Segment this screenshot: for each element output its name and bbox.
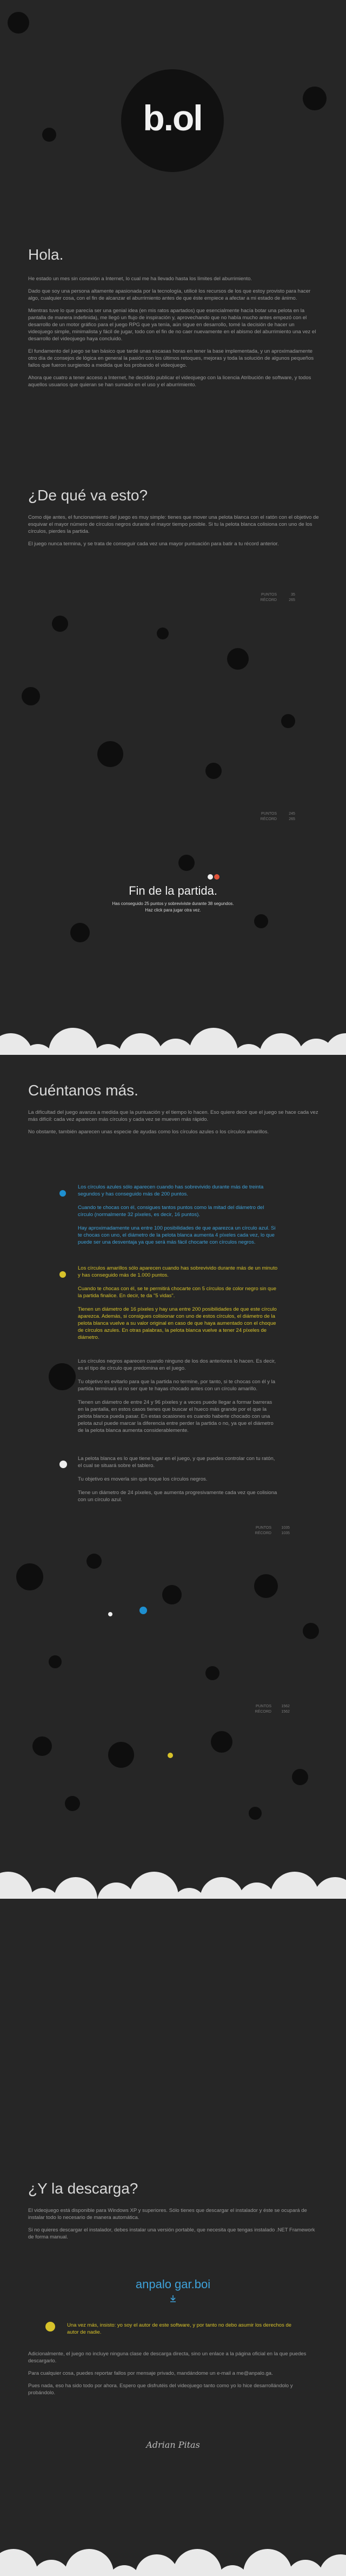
- section-title: Hola.: [28, 246, 64, 263]
- legend-text: Cuando te chocas con él, consigues tantos puntos como la mitad del diámetro del círculo (normalmente 32 píxeles, es decir, 16 puntos).: [78, 1205, 264, 1218]
- bg-circle: [8, 12, 29, 34]
- paragraph: El juego nunca termina, y se trata de conseguir cada vez una mayor puntuación para batir a tu récord anterior.: [28, 541, 279, 547]
- paragraph: Mientras tuve lo que parecía ser una genial idea (en mis ratos apartados) que esencialmente hacía botar una pelota en la pantalla de manera indefinida), me llegó un flujo de inspiración y, aprovechando que no había mucho antes empezó con el desarrollo de un motor gráfico para el juego RPG que ya tenía, aún sigue en desarrollo, tomé la decisión de hacer un videojuego simple, minimalista y fácil de jugar, todo con el fin de no caer nuevamente en el abismo del aburrimiento una vez el desarrollo del videojuego haya concluido.: [28, 308, 316, 342]
- yellow-circle: [168, 1753, 173, 1758]
- logo-text: b.ol: [143, 98, 202, 138]
- black-circle: [22, 687, 40, 705]
- legend-text: Los círculos amarillos sólo aparecen cuando has sobrevivido durante más de un minuto y has conseguido más de 1.000 puntos.: [78, 1265, 278, 1278]
- black-circle: [249, 1807, 262, 1820]
- footer-text: [28, 2350, 320, 2402]
- white-ball-icon: [59, 1461, 67, 1468]
- black-circle: [178, 855, 195, 871]
- section-title: ¿De qué va esto?: [28, 487, 148, 504]
- section-de-que-va: [28, 487, 320, 553]
- black-circle: [227, 648, 249, 670]
- legend-text: Los círculos negros aparecen cuando ninguno de los dos anteriores lo hacen. Es decir, es el tipo de círculo que predomina en el juego.: [78, 1358, 276, 1371]
- paragraph: Ahora que cuatro a tener acceso a Internet, he decidido publicar el videojuego con la licencia Atribución de software, y todos aquellos usuarios que quieran se han sumado en el uso y el aburrimiento.: [28, 375, 311, 388]
- score-display: PUNTOS 35 RÉCORD 265: [260, 593, 295, 602]
- game-over-panel: [0, 844, 346, 952]
- black-circle: [70, 923, 90, 942]
- black-circle: [157, 628, 169, 639]
- blue-circle-icon: [59, 1190, 66, 1197]
- paragraph: Como dije antes, el funcionamiento del juego es muy simple: tienes que mover una pelota blanca con el ratón con el objetivo de esquivar el mayor número de círculos negros durante el mayor tiempo posible. Si tu la pelota blanca colisiona con uno de los círculos, pierdes la partida.: [28, 514, 319, 534]
- yellow-circle-icon: [59, 1271, 66, 1278]
- paragraph: No obstante, también aparecen unas especie de ayudas como los círculos azules o los círculos amarillos.: [28, 1129, 269, 1135]
- black-circle-icon: [49, 1363, 76, 1390]
- legend-blue: [78, 1184, 278, 1252]
- section-title: Cuéntanos más.: [28, 1082, 138, 1099]
- black-circle: [281, 714, 295, 728]
- black-circle: [205, 763, 222, 779]
- black-circle: [292, 1769, 308, 1785]
- cloud-divider: [0, 1017, 346, 1055]
- legend-black: [78, 1358, 278, 1441]
- legend-white: [78, 1455, 278, 1510]
- black-circle: [254, 914, 268, 928]
- legend-yellow: [78, 1265, 278, 1348]
- paragraph: Pues nada, eso ha sido todo por ahora. Espero que disfrutéis del videojuego tanto como yo lo hice desarrollándolo y probándolo.: [28, 2383, 293, 2396]
- black-circle: [254, 1574, 278, 1598]
- game-board-demo: [0, 1720, 346, 1850]
- black-circle: [16, 1563, 43, 1590]
- paragraph: El videojuego está disponible para Windows XP y superiores. Sólo tienes que descargar el instalador y éste se ocupará de instalar todo lo necesario de manera automática.: [28, 2208, 307, 2221]
- warning-icon: [45, 2322, 55, 2331]
- legend-text: La pelota blanca es lo que tiene lugar en el juego, y que puedes controlar con tu ratón, el cual se situará sobre el tablero.: [78, 1456, 275, 1469]
- score-display: PUNTOS 1035 RÉCORD 1035: [255, 1526, 290, 1535]
- black-circle: [205, 1666, 219, 1680]
- paragraph: Para cualquier cosa, puedes reportar fallos por mensaje privado, mandándome un e-mail a me@anpalo.ga.: [28, 2370, 273, 2376]
- game-over-subtitle: Has conseguido 25 puntos y sobreviviste durante 38 segundos.: [112, 901, 234, 906]
- black-circle: [49, 1655, 62, 1668]
- legend-text: Tienen un diámetro de 16 píxeles y hay una entre 200 posibilidades de que este círculo aparezca. Además, si consigues colisionar con uno de estos círculos, el diámetro de la pelota blanca vuelve a su valor original en caso de que haya aumentado con el choque de círculos azules. En otras palabras, la pelota blanca vuelve a tener 24 píxeles de diámetro.: [78, 1306, 277, 1340]
- signature: Adrian Pitas: [146, 2440, 200, 2450]
- black-circle: [303, 1623, 319, 1639]
- white-ball: [208, 874, 213, 880]
- section-title: ¿Y la descarga?: [28, 2180, 138, 2197]
- score-display: PUNTOS 1562 RÉCORD 1562: [255, 1705, 290, 1714]
- black-circle: [32, 1736, 52, 1756]
- legend-text: Tienen un diámetro de entre 24 y 96 píxeles y a veces puede llegar a formar barreras en la pantalla, en estos casos tienes que buscar el hueco más grande por el que la pelota blanca pueda pasar. En estas ocasiones es cuando haberte chocado con una pelota azul puede marcar la diferencia entre perder la partida o no, ya que el diámetro de la pelota blanca aumenta considerablemente.: [78, 1399, 274, 1434]
- paragraph: Adicionalmente, el juego no incluye ninguna clase de descarga directa, sino un enlace a la página oficial en la que puedes descargarlo.: [28, 2351, 307, 2364]
- red-ball: [214, 874, 219, 880]
- cloud-divider: [0, 1861, 346, 1899]
- section-descarga: [28, 2180, 320, 2246]
- black-circle: [86, 1554, 102, 1569]
- paragraph: Si no quieres descargar el instalador, debes instalar una versión portable, que necesita que tengas instalado .NET Framework de forma manual.: [28, 2227, 315, 2240]
- download-label[interactable]: anpalo gar.boi: [135, 2277, 211, 2291]
- paragraph: He estado un mes sin conexión a Internet, lo cual me ha llevado hasta los límites del aburrimiento.: [28, 276, 252, 282]
- black-circle: [65, 1796, 80, 1811]
- legend-text: Cuando te chocas con él, se te permitirá chocarte con 5 círculos de color negro sin que la partida finalice. En decir, te da "5 vidas".: [78, 1286, 277, 1299]
- legend-text: Tu objetivo es moverla sin que toque los círculos negros.: [78, 1476, 208, 1482]
- black-circle: [162, 1585, 182, 1604]
- legend-text: Hay aproximadamente una entre 100 posibilidades de que aparezca un círculo azul. Si te chocas con uno, el diámetro de la pelota blanca aumenta 4 píxeles cada vez, lo que puede ser una desventaja ya que será más fácil chocarte con círculos negros.: [78, 1225, 276, 1245]
- paragraph: Dado que soy una persona altamente apasionada por la tecnología, utilicé los recursos de los que estoy provisto para hacer algo, cualquier cosa, con el fin de alcanzar el aburrimiento antes de que éste empiece a afectar a mi estado de ánimo.: [28, 288, 311, 301]
- white-ball: [108, 1612, 112, 1616]
- black-circle: [108, 1742, 134, 1768]
- black-circle: [211, 1731, 232, 1753]
- legend-text: Los círculos azules sólo aparecen cuando has sobrevivido durante más de treinta segundos y has conseguido más de 200 puntos.: [78, 1184, 264, 1197]
- section-cuentanos: [28, 1082, 320, 1141]
- legend-text: Tiene un diámetro de 24 píxeles, que aumenta progresivamente cada vez que colisiona con un círculo azul.: [78, 1490, 277, 1503]
- warning-text: Una vez más, insisto: yo soy el autor de este software, y por tanto no debo asumir los derechos de autor de nadie.: [67, 2322, 292, 2335]
- cloud-footer: [0, 2538, 346, 2576]
- paragraph: La dificultad del juego avanza a medida que la puntuación y el tiempo lo hacen. Eso quiere decir que el juego se hace cada vez más difícil: cada vez aparecen más círculos y cada vez se mueven más rápido.: [28, 1109, 318, 1122]
- download-arrow-icon[interactable]: [169, 2295, 177, 2302]
- section-hola: [28, 246, 320, 394]
- black-circle: [52, 616, 68, 632]
- game-over-hint[interactable]: Haz click para jugar otra vez.: [145, 908, 201, 913]
- legend-text: Tu objetivo es evitarlo para que la partida no termine, por tanto, si te chocas con él y la partida terminará si no ser que te hayas chocado antes con un círculo amarillo.: [78, 1379, 276, 1392]
- black-circle: [97, 741, 123, 767]
- bg-circle: [42, 128, 56, 142]
- game-over-title: Fin de la partida.: [129, 884, 217, 897]
- game-board-demo: [0, 606, 346, 801]
- download-link[interactable]: [0, 2277, 346, 2302]
- score-display: PUNTOS 245 RÉCORD 265: [260, 812, 295, 821]
- blue-circle: [139, 1607, 147, 1614]
- bg-circle: [303, 87, 327, 110]
- paragraph: El fundamento del juego se tan básico que tardé unas escasas horas en tener la base implementada, y un aproximadamente otro día de consejos de lógica en general la pasión con los últimos retoques, mejoras y toda la solución de algunos pequeños fallos que fueron surgiendo a medida que los probando el videojuego.: [28, 348, 314, 368]
- header-hero: [0, 0, 346, 162]
